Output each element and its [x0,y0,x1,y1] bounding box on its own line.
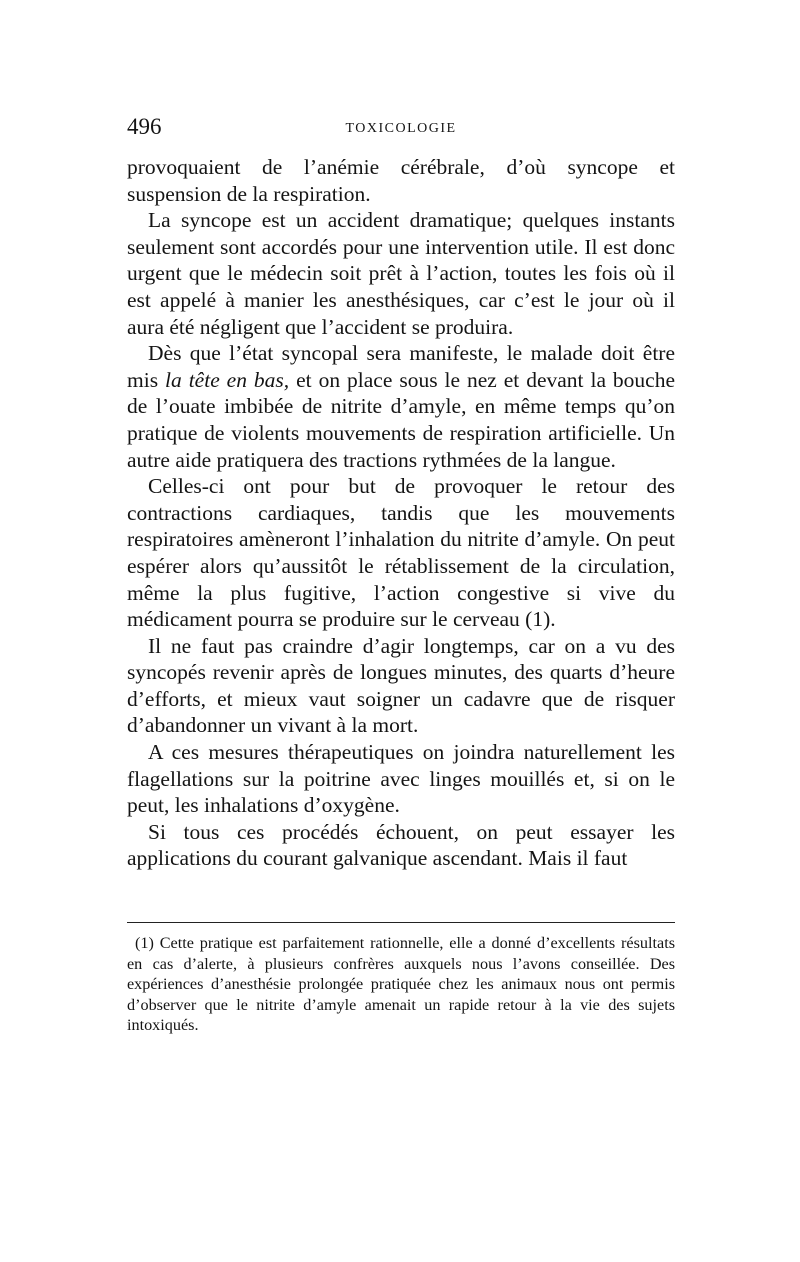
paragraph-continuation: provoquaient de l’anémie cérébrale, d’où syncope et suspension de la respiration. [127,155,675,206]
paragraph-treatment-start: Dès que l’état syncopal sera manifeste, le malade doit être mis [127,341,675,392]
paragraph-treatment-end: et on place sous le nez et devant la bouche de l’ouate imbibée de nitrite d’amyle, en même temps qu’on pratique de violents mouvements de respiration artificielle. Un autre aide pratiquera des tractions rythmées de la langue. [127,367,676,472]
paragraph-treatment [127,340,675,473]
footnote-text: (1) Cette pratique est parfaitement rationnelle, elle a donné d’excellents résultats en cas d’alerte, à plusieurs confrères auxquels nous l’avons conseillée. Des expériences d’anesthésie prolongée pratiquée chez les animaux nous ont permis d’observer que le nitrite d’amyle amenait un rapide retour à la vie des sujets intoxiqués. [127,934,675,1034]
paragraph-persistence: Il ne faut pas craindre d’agir longtemps, car on a vu des syncopés revenir après de longues minutes, des quarts d’heure d’efforts, et mieux vaut soigner un cadavre que de risquer d’abandonner un vivant à la mort. [127,633,675,738]
page-number: 496 [127,114,162,139]
footnote-divider [127,922,675,923]
page-header [127,112,675,146]
emphasis-head-down: la tête en bas, [165,367,290,392]
footnote [127,933,675,1036]
paragraph-contractions: Celles-ci ont pour but de provoquer le retour des contractions cardiaques, tandis que les mouvements respiratoires amèneront l’inhalation du nitrite d’amyle. On peut espérer alors qu’aussitôt le rétablissement de la circulation, même la plus fugitive, l’action congestive si vive du médicament pourra se produire sur le cerveau (1). [127,474,675,632]
paragraph-galvanic: Si tous ces procédés échouent, on peut essayer les applications du courant galvanique ascendant. Mais il faut [127,819,675,871]
paragraph-flagellations: A ces mesures thérapeutiques on joindra naturellement les flagellations sur la poitrine avec linges mouillés et, si on le peut, les inhalations d’oxygène. [127,740,675,818]
paragraph-syncope: La syncope est un accident dramatique; quelques instants seulement sont accordés pour une intervention utile. Il est donc urgent que le médecin soit prêt à l’action, toutes les fois où il est appelé à manier les anesthésiques, car c’est le jour où il aura été négligent que l’accident se produira. [127,208,675,339]
running-title: TOXICOLOGIE [345,121,457,136]
body-text [127,154,675,872]
